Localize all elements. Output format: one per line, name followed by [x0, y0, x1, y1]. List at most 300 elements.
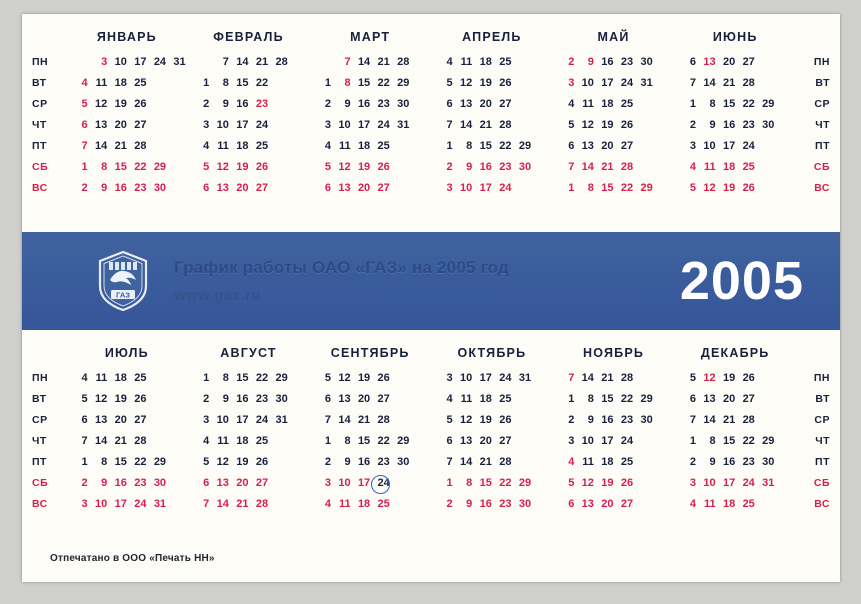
day-cell: 28 — [134, 435, 147, 447]
day-cell — [774, 431, 794, 452]
day-cell — [390, 157, 410, 178]
day-cell — [288, 115, 308, 136]
day-cell: 30 — [640, 414, 653, 426]
weekday-label-вт: ВТ — [32, 393, 47, 405]
day-cell: 27 — [134, 414, 147, 426]
day-cell: 7 — [344, 56, 351, 68]
day-cell: 7 — [203, 498, 210, 510]
day-cell: 18 — [114, 77, 127, 89]
day-cell — [288, 52, 308, 73]
day-cell — [409, 73, 429, 94]
day-cell: 28 — [620, 161, 634, 173]
day-cell: 11 — [95, 77, 108, 89]
day-cell — [774, 452, 794, 473]
months-row-second — [66, 344, 796, 534]
weekday-label-сб: СБ — [32, 161, 49, 173]
day-cell: 19 — [236, 456, 249, 468]
day-cell — [409, 178, 429, 199]
day-cell: 17 — [134, 56, 147, 68]
day-cell: 30 — [397, 456, 410, 468]
week-row — [676, 473, 794, 494]
day-cell: 6 — [446, 435, 453, 447]
calendar-half-second — [22, 330, 840, 538]
day-cell: 14 — [338, 414, 351, 426]
week-row — [676, 94, 794, 115]
month-6 — [674, 28, 796, 228]
day-cell — [633, 157, 653, 178]
day-cell: 28 — [255, 498, 269, 510]
day-cell: 22 — [620, 182, 634, 194]
day-cell — [390, 368, 410, 389]
day-cell: 27 — [499, 98, 512, 110]
day-cell — [146, 431, 166, 452]
day-cell: 22 — [620, 393, 634, 405]
day-cell — [531, 115, 551, 136]
day-cell: 31 — [397, 119, 410, 131]
day-cell — [653, 178, 673, 199]
month-name: НОЯБРЬ — [582, 346, 645, 360]
day-cell: 8 — [587, 182, 594, 194]
weekday-label-ср: СР — [32, 414, 48, 426]
day-cell: 7 — [568, 372, 575, 384]
day-cell: 10 — [216, 119, 229, 131]
day-cell — [511, 52, 531, 73]
day-cell — [166, 73, 186, 94]
day-cell: 15 — [357, 435, 371, 447]
day-cell: 15 — [236, 372, 249, 384]
day-cell: 4 — [568, 98, 575, 110]
day-cell: 31 — [762, 477, 775, 489]
weekday-label-сб: СБ — [813, 477, 830, 489]
day-cell: 7 — [324, 414, 331, 426]
week-row — [555, 157, 673, 178]
day-cell: 30 — [762, 119, 775, 131]
day-cell: 3 — [689, 140, 696, 152]
day-cell: 24 — [620, 435, 634, 447]
day-cell: 13 — [460, 435, 473, 447]
month-2 — [188, 28, 310, 228]
week-row — [68, 178, 186, 199]
day-cell — [755, 52, 775, 73]
day-cell — [653, 431, 673, 452]
day-cell: 18 — [479, 393, 492, 405]
band-title: График работы ОАО «ГАЗ» на 2005 год — [174, 258, 509, 277]
day-cell — [774, 494, 794, 515]
day-cell — [288, 94, 308, 115]
day-cell: 21 — [255, 56, 269, 68]
day-cell: 22 — [742, 98, 755, 110]
day-cell: 21 — [377, 56, 390, 68]
brand-band — [22, 232, 840, 330]
week-row — [676, 73, 794, 94]
day-cell: 5 — [81, 393, 88, 405]
day-cell: 26 — [742, 372, 755, 384]
day-cell: 21 — [479, 456, 492, 468]
week-row — [676, 157, 794, 178]
day-cell: 19 — [479, 414, 492, 426]
day-cell — [288, 389, 308, 410]
day-cell: 17 — [601, 435, 614, 447]
day-cell: 11 — [217, 435, 229, 447]
day-cell: 16 — [479, 161, 492, 173]
day-cell: 26 — [255, 161, 269, 173]
day-cell — [146, 368, 166, 389]
day-cell: 16 — [357, 456, 371, 468]
day-cell: 7 — [689, 414, 696, 426]
day-cell: 9 — [222, 98, 229, 110]
weekday-label-вт: ВТ — [815, 77, 830, 89]
day-cell: 23 — [377, 456, 390, 468]
day-cell — [390, 473, 410, 494]
day-cell: 19 — [236, 161, 249, 173]
day-cell: 22 — [255, 372, 269, 384]
day-cell — [653, 157, 673, 178]
day-cell: 16 — [236, 393, 249, 405]
weekday-label-вс: ВС — [32, 498, 48, 510]
day-cell: 13 — [338, 182, 351, 194]
week-row — [190, 473, 308, 494]
day-cell — [390, 136, 410, 157]
day-cell: 20 — [357, 182, 371, 194]
day-cell — [409, 52, 429, 73]
day-cell: 6 — [689, 393, 696, 405]
day-cell: 14 — [94, 140, 108, 152]
month-3 — [309, 28, 431, 228]
week-row — [433, 115, 551, 136]
day-cell: 13 — [581, 140, 594, 152]
day-cell — [146, 94, 166, 115]
weekday-label-пт: ПТ — [815, 140, 830, 152]
day-cell — [531, 389, 551, 410]
day-cell: 27 — [499, 435, 512, 447]
day-cell: 9 — [222, 393, 229, 405]
day-cell — [268, 431, 288, 452]
day-cell: 13 — [94, 414, 108, 426]
day-cell — [774, 115, 794, 136]
week-row — [311, 431, 429, 452]
day-cell: 10 — [94, 498, 108, 510]
day-cell: 11 — [460, 393, 473, 405]
week-row — [433, 389, 551, 410]
day-cell: 25 — [499, 393, 512, 405]
week-row — [190, 73, 308, 94]
week-row — [311, 115, 429, 136]
day-cell — [288, 157, 308, 178]
day-cell — [531, 473, 551, 494]
weekday-label-пн: ПН — [813, 372, 830, 384]
day-cell — [288, 73, 308, 94]
day-cell — [268, 178, 288, 199]
week-row — [433, 473, 551, 494]
day-cell: 10 — [460, 372, 473, 384]
day-cell: 13 — [216, 477, 229, 489]
week-row — [433, 178, 551, 199]
weekday-label-чт: ЧТ — [815, 435, 830, 447]
day-cell: 9 — [709, 119, 716, 131]
month-10 — [431, 344, 553, 534]
day-cell: 2 — [568, 414, 575, 426]
day-cell: 22 — [377, 77, 390, 89]
day-cell: 15 — [722, 435, 736, 447]
day-cell — [774, 368, 794, 389]
day-cell: 24 — [742, 477, 755, 489]
day-cell: 26 — [134, 393, 147, 405]
day-cell: 10 — [216, 414, 229, 426]
day-cell: 12 — [94, 98, 108, 110]
day-cell — [166, 94, 186, 115]
day-cell: 14 — [236, 56, 249, 68]
day-cell: 5 — [324, 372, 331, 384]
day-cell — [268, 494, 288, 515]
day-cell — [531, 431, 551, 452]
day-cell: 27 — [377, 393, 390, 405]
week-row — [433, 157, 551, 178]
day-cell: 14 — [581, 161, 594, 173]
day-cell — [511, 431, 531, 452]
day-cell: 9 — [587, 414, 594, 426]
day-cell: 20 — [479, 435, 492, 447]
day-cell: 10 — [581, 435, 594, 447]
day-cell: 16 — [601, 56, 614, 68]
day-cell: 17 — [601, 77, 614, 89]
day-cell: 11 — [703, 498, 716, 510]
day-cell — [755, 136, 775, 157]
day-cell: 18 — [114, 372, 127, 384]
day-cell — [633, 136, 653, 157]
day-cell: 12 — [338, 161, 351, 173]
day-cell: 26 — [499, 414, 512, 426]
day-cell — [166, 410, 186, 431]
day-cell — [166, 473, 186, 494]
day-cell — [390, 389, 410, 410]
day-cell: 21 — [479, 119, 492, 131]
week-row — [68, 52, 186, 73]
week-row — [190, 136, 308, 157]
day-cell — [531, 494, 551, 515]
day-cell: 8 — [587, 393, 594, 405]
month-5 — [553, 28, 675, 228]
day-cell: 24 — [134, 498, 147, 510]
day-cell — [409, 410, 429, 431]
day-cell: 11 — [338, 498, 351, 510]
day-cell: 20 — [236, 477, 249, 489]
weekday-label-вс: ВС — [814, 498, 830, 510]
week-row — [311, 157, 429, 178]
day-cell: 4 — [568, 456, 575, 468]
day-cell: 3 — [324, 477, 331, 489]
day-cell — [288, 431, 308, 452]
day-cell — [653, 389, 673, 410]
day-cell: 2 — [689, 119, 696, 131]
day-cell: 12 — [94, 393, 108, 405]
day-cell — [166, 136, 186, 157]
day-cell: 19 — [479, 77, 492, 89]
weekday-column-left — [32, 28, 66, 228]
day-cell — [774, 410, 794, 431]
day-cell — [633, 115, 653, 136]
day-cell: 19 — [357, 372, 371, 384]
weekday-column-right — [796, 28, 830, 228]
day-cell: 24 — [377, 119, 390, 131]
day-cell — [511, 73, 531, 94]
day-cell: 13 — [338, 393, 351, 405]
day-cell: 20 — [722, 393, 736, 405]
month-name: АВГУСТ — [220, 346, 277, 360]
day-cell: 2 — [568, 56, 575, 68]
day-cell — [409, 473, 429, 494]
day-cell: 28 — [275, 56, 288, 68]
day-cell: 9 — [344, 98, 351, 110]
day-cell — [755, 157, 775, 178]
band-url[interactable]: www.gaz.ru — [174, 287, 261, 304]
week-row — [433, 136, 551, 157]
day-cell: 30 — [518, 161, 532, 173]
day-cell: 23 — [255, 98, 269, 110]
day-cell: 6 — [203, 477, 210, 489]
day-cell: 8 — [709, 98, 716, 110]
day-cell: 7 — [689, 77, 696, 89]
week-row — [311, 410, 429, 431]
day-cell: 24 — [499, 372, 512, 384]
day-cell: 23 — [499, 161, 512, 173]
day-cell — [390, 178, 410, 199]
week-row — [68, 115, 186, 136]
day-cell: 5 — [568, 477, 575, 489]
day-cell: 17 — [722, 477, 736, 489]
month-name: МАЙ — [597, 30, 630, 44]
day-cell — [166, 431, 186, 452]
day-cell — [531, 157, 551, 178]
day-cell: 14 — [703, 77, 716, 89]
day-cell: 12 — [703, 372, 716, 384]
day-cell: 29 — [640, 182, 653, 194]
day-cell — [146, 136, 166, 157]
day-cell: 21 — [601, 372, 614, 384]
day-cell — [68, 52, 88, 73]
weekday-label-вт: ВТ — [32, 77, 47, 89]
day-cell: 6 — [324, 182, 331, 194]
week-row — [555, 115, 673, 136]
day-cell: 7 — [568, 161, 575, 173]
day-cell: 12 — [338, 372, 351, 384]
week-row — [433, 52, 551, 73]
day-cell: 27 — [255, 182, 269, 194]
day-cell: 26 — [620, 477, 634, 489]
day-cell: 8 — [222, 77, 229, 89]
day-cell — [531, 368, 551, 389]
day-cell: 14 — [581, 372, 594, 384]
day-cell: 15 — [114, 456, 127, 468]
day-cell: 18 — [357, 140, 371, 152]
week-row — [68, 94, 186, 115]
day-cell: 30 — [153, 182, 167, 194]
weekday-label-вт: ВТ — [815, 393, 830, 405]
day-cell — [633, 368, 653, 389]
day-cell: 21 — [722, 77, 736, 89]
day-cell: 14 — [460, 456, 473, 468]
month-name: АПРЕЛЬ — [462, 30, 522, 44]
day-cell: 23 — [134, 182, 147, 194]
day-cell — [531, 136, 551, 157]
day-cell: 23 — [742, 119, 755, 131]
day-cell: 20 — [357, 393, 371, 405]
day-cell: 15 — [601, 182, 614, 194]
week-row — [190, 178, 308, 199]
day-cell: 10 — [338, 119, 351, 131]
day-cell: 3 — [689, 477, 696, 489]
day-cell: 24 — [255, 414, 269, 426]
day-cell — [633, 473, 653, 494]
day-cell: 20 — [722, 56, 736, 68]
day-cell: 25 — [134, 77, 147, 89]
day-cell: 16 — [114, 477, 127, 489]
day-cell: 1 — [203, 77, 210, 89]
day-cell — [166, 452, 186, 473]
day-cell — [268, 452, 288, 473]
day-cell: 5 — [203, 456, 210, 468]
day-cell: 9 — [587, 56, 594, 68]
day-cell: 14 — [94, 435, 108, 447]
day-cell: 20 — [114, 119, 127, 131]
year-label: 2005 — [679, 251, 804, 311]
week-row — [433, 431, 551, 452]
day-cell: 5 — [446, 77, 453, 89]
day-cell — [755, 73, 775, 94]
day-cell — [268, 115, 288, 136]
day-cell: 7 — [81, 140, 88, 152]
day-cell: 8 — [466, 140, 473, 152]
week-row — [68, 368, 186, 389]
day-cell: 27 — [255, 477, 269, 489]
day-cell: 5 — [689, 372, 696, 384]
day-cell: 3 — [324, 119, 331, 131]
week-row — [68, 73, 186, 94]
day-cell: 1 — [446, 477, 453, 489]
day-cell: 29 — [762, 98, 775, 110]
day-cell: 26 — [620, 119, 634, 131]
day-cell: 4 — [203, 140, 210, 152]
day-cell — [146, 410, 166, 431]
day-cell: 29 — [640, 393, 653, 405]
day-cell: 4 — [324, 140, 331, 152]
day-cell: 18 — [722, 161, 736, 173]
day-cell — [288, 452, 308, 473]
week-row — [190, 368, 308, 389]
day-cell — [288, 368, 308, 389]
day-cell: 2 — [446, 161, 453, 173]
day-cell — [531, 73, 551, 94]
week-row — [311, 494, 429, 515]
day-cell: 10 — [114, 56, 127, 68]
day-cell: 5 — [568, 119, 575, 131]
day-cell: 21 — [601, 161, 614, 173]
day-cell: 11 — [703, 161, 716, 173]
day-cell: 31 — [153, 498, 167, 510]
day-cell: 26 — [377, 161, 390, 173]
day-cell — [268, 473, 288, 494]
week-row — [555, 73, 673, 94]
day-cell: 28 — [742, 414, 755, 426]
month-8 — [188, 344, 310, 534]
months-row-first — [66, 28, 796, 228]
month-9 — [309, 344, 431, 534]
day-cell: 6 — [81, 119, 88, 131]
day-cell: 22 — [499, 140, 512, 152]
day-cell: 4 — [324, 498, 331, 510]
month-4 — [431, 28, 553, 228]
day-cell — [633, 494, 653, 515]
day-cell — [409, 94, 429, 115]
